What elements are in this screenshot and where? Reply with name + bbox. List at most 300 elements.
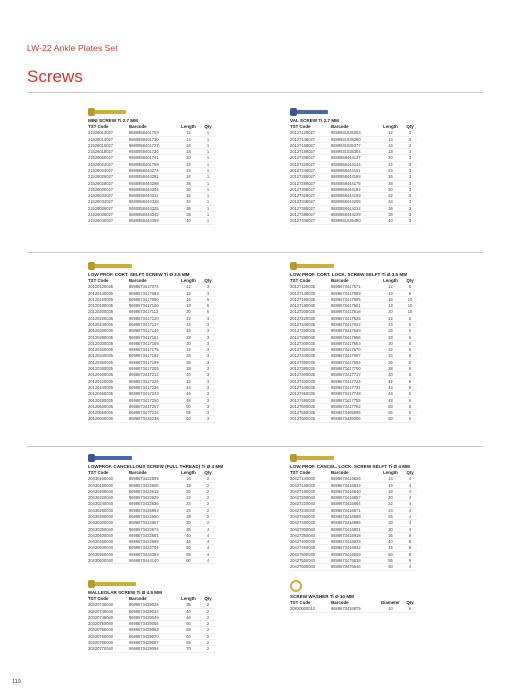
cell-barcode: 8698673422681	[129, 532, 176, 538]
cell-qty: 5	[403, 284, 417, 290]
col-header-barcode: Barcode	[129, 596, 147, 601]
cell-length: 12	[176, 284, 201, 290]
cell-barcode: 8698673417168	[129, 340, 176, 346]
cell-barcode: 8698673417687	[331, 353, 378, 359]
cortex-self-screw-block	[88, 262, 215, 423]
cell-barcode: 8698673416925	[331, 539, 378, 545]
cell-code: 20427140040	[290, 476, 331, 482]
cell-code: 20120550035	[88, 410, 129, 416]
cell-code: 20127348027	[290, 199, 331, 205]
cell-length: 18	[378, 149, 403, 155]
cell-code: 20120420035	[88, 378, 129, 384]
cell-qty: 2	[201, 608, 215, 614]
cell-barcode: 8698673417243	[129, 391, 176, 397]
cell-qty: 5	[403, 606, 417, 612]
cell-code: 20427300040	[290, 526, 331, 532]
cell-qty: 5	[403, 378, 417, 384]
cell-barcode: 8680858444175	[331, 180, 378, 186]
cell-qty: 5	[403, 384, 417, 390]
screw-image	[290, 454, 336, 462]
cell-barcode: 8698673422599	[129, 476, 176, 482]
cell-barcode: 8680858401734	[129, 149, 176, 155]
cell-code: 20127400035	[290, 372, 331, 378]
cell-length: 42	[176, 378, 201, 384]
cell-length: 10	[378, 606, 403, 612]
cell-qty: 3	[403, 180, 417, 186]
cell-qty: 3	[201, 284, 215, 290]
cell-qty: 3	[201, 416, 215, 422]
cell-length: 46	[176, 391, 201, 397]
cell-code: 20427280040	[290, 520, 331, 526]
cell-barcode: 8698673429056	[129, 621, 176, 627]
cell-barcode: 8698673417083	[129, 290, 176, 296]
cell-code: 20127140035	[290, 290, 331, 296]
cell-code: 20120240035	[88, 321, 129, 327]
cell-barcode: 8698673417076	[129, 284, 176, 290]
cell-length: 18	[176, 149, 201, 155]
cell-length: 18	[176, 482, 201, 488]
cell-code: 20120260035	[88, 328, 129, 334]
cell-length: 30	[378, 186, 403, 192]
cell-qty: 5	[403, 391, 417, 397]
val-screw-table	[290, 124, 417, 225]
cell-code: 20127360035	[290, 359, 331, 365]
cell-code: 20320770040	[88, 646, 129, 652]
cell-code: 21528022027	[88, 161, 129, 167]
val-screw-block	[290, 108, 417, 225]
cell-qty: 4	[403, 564, 417, 570]
cell-code: 20427220040	[290, 501, 331, 507]
cell-qty: 3	[403, 167, 417, 173]
cell-code: 20127300035	[290, 340, 331, 346]
cell-qty: 2	[201, 614, 215, 620]
cell-length: 34	[176, 199, 201, 205]
cell-qty: 4	[403, 501, 417, 507]
cell-barcode: 8698673417267	[129, 403, 176, 409]
cell-qty: 1	[201, 193, 215, 199]
cell-length: 16	[176, 476, 201, 482]
cell-qty: 1	[201, 161, 215, 167]
cell-barcode: 8698673417649	[331, 328, 378, 334]
table-title: LOW PROF. CORT. SELFT SCREW Ti Ø 3.5 MM	[88, 272, 190, 277]
cell-qty: 4	[201, 539, 215, 545]
cell-code: 20127280035	[290, 334, 331, 340]
cell-qty: 2	[201, 482, 215, 488]
cell-barcode: 8698673416833	[331, 482, 378, 488]
cell-qty: 1	[201, 186, 215, 192]
cell-code: 20127268027	[290, 174, 331, 180]
cell-code: 20127340035	[290, 353, 331, 359]
cell-code: 20427180040	[290, 488, 331, 494]
cell-length: 14	[176, 136, 201, 142]
cell-barcode: 8698673417700	[331, 366, 378, 372]
cell-code: 20427200040	[290, 495, 331, 501]
cell-code: 20120300035	[88, 340, 129, 346]
cell-length: 45	[176, 614, 201, 620]
cell-barcode: 8698673465895	[331, 410, 378, 416]
cell-code: 20127168027	[290, 142, 331, 148]
cell-length: 55	[176, 551, 201, 557]
cancel-lock-screw-table	[290, 470, 417, 571]
cortex-self-screw-table	[88, 278, 215, 423]
screw-image	[88, 454, 134, 462]
cell-length: 55	[378, 410, 403, 416]
cell-length: 22	[176, 495, 201, 501]
cell-code: 20120160035	[88, 296, 129, 302]
cell-qty: 6	[201, 309, 215, 315]
cell-length: 45	[378, 545, 403, 551]
cell-length: 22	[378, 315, 403, 321]
cell-length: 60	[176, 633, 201, 639]
cell-length: 60	[378, 564, 403, 570]
cell-barcode: 8680858444274	[129, 167, 176, 173]
cell-length: 60	[378, 416, 403, 422]
cell-barcode: 8680858444229	[331, 212, 378, 218]
cell-code: 20120360035	[88, 359, 129, 365]
cell-qty: 3	[403, 212, 417, 218]
cell-code: 21528040027	[88, 218, 129, 224]
cell-qty: 4	[201, 526, 215, 532]
cell-barcode: 8698673422612	[129, 488, 176, 494]
cancel-lock-screw-block	[290, 454, 417, 571]
cell-length: 40	[378, 539, 403, 545]
cell-code: 20120380035	[88, 366, 129, 372]
cell-qty: 3	[201, 366, 215, 372]
cell-qty: 5	[403, 328, 417, 334]
cell-length: 40	[176, 532, 201, 538]
cell-length: 48	[378, 397, 403, 403]
cell-qty: 3	[403, 142, 417, 148]
cell-length: 30	[378, 526, 403, 532]
cell-code: 20127160035	[290, 296, 331, 302]
cell-qty: 5	[403, 334, 417, 340]
cell-code: 20120280035	[88, 334, 129, 340]
cell-code: 20127220035	[290, 315, 331, 321]
col-header-length: Length	[181, 278, 196, 283]
cell-code: 20127128027	[290, 130, 331, 136]
cell-code: 20120600035	[88, 416, 129, 422]
cell-barcode: 8698673417137	[129, 321, 176, 327]
table-row	[88, 416, 215, 422]
cell-code: 21528012027	[88, 130, 129, 136]
cell-length: 44	[378, 384, 403, 390]
cell-length: 32	[378, 347, 403, 353]
cell-code: 20127260035	[290, 328, 331, 334]
col-header-code: TST Code	[290, 600, 311, 605]
col-header-qty: Qty	[204, 470, 212, 475]
screw-image	[88, 108, 128, 116]
cell-qty: 5	[403, 321, 417, 327]
cell-length: 22	[176, 315, 201, 321]
washer-block	[290, 580, 417, 613]
cell-length: 20	[378, 495, 403, 501]
cell-qty: 3	[201, 328, 215, 334]
cell-length: 32	[378, 193, 403, 199]
cell-qty: 5	[403, 290, 417, 296]
cell-length: 36	[176, 359, 201, 365]
cell-length: 70	[176, 646, 201, 652]
cell-code: 20127308027	[290, 186, 331, 192]
cell-qty: 10	[403, 303, 417, 309]
cell-code: 20430220040	[88, 495, 129, 501]
cell-qty: 3	[201, 353, 215, 359]
cell-barcode: 8698673417762	[331, 403, 378, 409]
cell-qty: 10	[403, 309, 417, 315]
cell-code: 20320760040	[88, 633, 129, 639]
cell-code: 20430450040	[88, 539, 129, 545]
cell-qty: 1	[201, 180, 215, 186]
cell-length: 24	[176, 501, 201, 507]
cell-barcode: 8698673416888	[331, 513, 378, 519]
cell-code: 20430180040	[88, 482, 129, 488]
cell-barcode: 8698673429025	[129, 602, 176, 608]
cell-barcode: 8698673416826	[331, 476, 378, 482]
cell-qty: 4	[403, 495, 417, 501]
cell-code: 20120400035	[88, 372, 129, 378]
col-header-length: Length	[383, 124, 398, 129]
cell-qty: 1	[201, 212, 215, 218]
cell-code: 20127188027	[290, 149, 331, 155]
cell-qty: 1	[201, 149, 215, 155]
cell-barcode: 8680858444311	[129, 193, 176, 199]
cell-length: 60	[176, 558, 201, 564]
cell-barcode: 8680858401741	[129, 155, 176, 161]
col-header-diameter: Diameter	[381, 600, 400, 605]
cell-qty: 5	[403, 340, 417, 346]
cell-barcode: 8698673417106	[129, 303, 176, 309]
cell-code: 20430280040	[88, 513, 129, 519]
cell-length: 28	[176, 334, 201, 340]
cell-length: 44	[176, 384, 201, 390]
cell-barcode: 8698673422605	[129, 482, 176, 488]
cell-length: 30	[176, 340, 201, 346]
cell-code: 20127320035	[290, 347, 331, 353]
cell-code: 20127228027	[290, 161, 331, 167]
screw-image	[290, 108, 330, 116]
col-header-length: Length	[181, 596, 196, 601]
cell-qty: 4	[403, 507, 417, 513]
cell-length: 55	[176, 627, 201, 633]
cell-qty: 2	[201, 627, 215, 633]
cell-barcode: 8680858444304	[129, 186, 176, 192]
cell-length: 24	[378, 321, 403, 327]
cell-barcode: 8698673417694	[331, 359, 378, 365]
cell-barcode: 8699931035360	[331, 136, 378, 142]
cell-code: 20427400040	[290, 539, 331, 545]
cell-length: 14	[176, 290, 201, 296]
cell-barcode: 8698673416864	[331, 501, 378, 507]
cell-qty: 8	[403, 545, 417, 551]
cell-code: 21528016027	[88, 142, 129, 148]
mini-screw-table	[88, 124, 215, 225]
cell-qty: 1	[201, 142, 215, 148]
cell-code: 20120440035	[88, 384, 129, 390]
cell-qty: 2	[201, 513, 215, 519]
col-header-code: TST Code	[290, 470, 311, 475]
cell-code: 20320755040	[88, 627, 129, 633]
cell-barcode: 8698673417175	[129, 347, 176, 353]
table-row	[290, 218, 417, 224]
cell-code: 20320735040	[88, 602, 129, 608]
col-header-code: TST Code	[88, 124, 109, 129]
cell-qty: 3	[201, 403, 215, 409]
screw-image	[88, 580, 138, 588]
cell-length: 28	[378, 180, 403, 186]
cell-code: 20120180035	[88, 303, 129, 309]
cell-length: 26	[378, 513, 403, 519]
cell-code: 21528020027	[88, 155, 129, 161]
cell-code: 20320745040	[88, 614, 129, 620]
cell-barcode: 8698673417199	[129, 359, 176, 365]
cell-barcode: 8698673417250	[129, 397, 176, 403]
cell-code: 20430260040	[88, 507, 129, 513]
divider	[27, 252, 483, 253]
cell-barcode: 8698673426993	[129, 507, 176, 513]
cell-code: 20427600040	[290, 564, 331, 570]
table-title: MINI SCREW Ti 2.7 MM	[88, 118, 138, 123]
cell-length: 55	[378, 558, 403, 564]
cell-barcode: 8698673417618	[331, 309, 378, 315]
cell-length: 50	[378, 403, 403, 409]
cell-code: 20430500040	[88, 545, 129, 551]
cell-code: 20127200035	[290, 309, 331, 315]
col-header-length: Length	[383, 278, 398, 283]
cell-length: 26	[176, 328, 201, 334]
cell-length: 50	[378, 551, 403, 557]
cell-code: 20427160040	[290, 482, 331, 488]
cell-barcode: 8680858444328	[129, 199, 176, 205]
cell-barcode: 8698673417625	[331, 315, 378, 321]
col-header-qty: Qty	[406, 278, 414, 283]
cell-barcode: 8698673426238	[129, 416, 176, 422]
cell-length: 36	[378, 359, 403, 365]
cell-qty: 3	[201, 321, 215, 327]
cell-qty: 3	[403, 130, 417, 136]
cell-qty: 5	[403, 359, 417, 365]
cell-qty: 10	[403, 296, 417, 302]
cell-length: 26	[176, 174, 201, 180]
cell-qty: 3	[403, 149, 417, 155]
cell-qty: 3	[201, 315, 215, 321]
cell-barcode: 8698673416857	[331, 495, 378, 501]
cell-qty: 3	[403, 218, 417, 224]
cell-qty: 3	[403, 155, 417, 161]
cell-length: 16	[176, 142, 201, 148]
cell-length: 16	[378, 296, 403, 302]
cell-code: 20320765040	[88, 639, 129, 645]
cell-qty: 1	[201, 174, 215, 180]
col-header-code: TST Code	[290, 124, 311, 129]
cell-code: 20120460035	[88, 391, 129, 397]
cell-qty: 4	[403, 482, 417, 488]
cell-qty: 1	[201, 130, 215, 136]
cell-length: 30	[176, 186, 201, 192]
cell-length: 20	[176, 488, 201, 494]
cell-length: 38	[378, 212, 403, 218]
cell-code: 20430160040	[88, 476, 129, 482]
cell-barcode: 8698673417236	[129, 384, 176, 390]
cell-code: 20127440035	[290, 384, 331, 390]
cell-qty: 3	[201, 391, 215, 397]
table-title: VAL SCREW Ti 2.7 MM	[290, 118, 340, 123]
table-title: MALLEOLAR SCREW Ti Ø 4.5 MM	[88, 590, 162, 595]
cell-length: 36	[378, 205, 403, 211]
cell-barcode: 8698673429032	[129, 608, 176, 614]
cell-qty: 3	[201, 340, 215, 346]
cell-qty: 3	[201, 372, 215, 378]
table-row	[290, 416, 417, 422]
cell-barcode: 8680858401758	[129, 161, 176, 167]
cell-code: 21528038027	[88, 212, 129, 218]
table-title: LOWPROF. CANCELLOUS SCREW (FULL THREAD) Ti Ø 4 MM	[88, 464, 224, 469]
cell-barcode: 8698673422698	[129, 539, 176, 545]
cell-code: 20320750040	[88, 621, 129, 627]
cell-barcode: 8698673416840	[331, 488, 378, 494]
cell-qty: 1	[201, 167, 215, 173]
cell-barcode: 8698673476639	[331, 558, 378, 564]
cell-length: 22	[378, 501, 403, 507]
cell-length: 38	[176, 366, 201, 372]
cell-code: 20127500035	[290, 403, 331, 409]
col-header-barcode: Barcode	[331, 278, 349, 283]
page-number: 119	[12, 679, 21, 685]
divider	[27, 446, 483, 447]
section-title: Screws	[27, 67, 83, 86]
cell-length: 35	[378, 532, 403, 538]
cell-length: 16	[176, 296, 201, 302]
cell-length: 30	[176, 520, 201, 526]
cell-length: 28	[176, 180, 201, 186]
cell-qty: 8	[403, 551, 417, 557]
cell-barcode: 8699931035490	[331, 218, 378, 224]
cell-code: 20120480035	[88, 397, 129, 403]
cell-code: 20127480035	[290, 397, 331, 403]
cell-length: 36	[176, 205, 201, 211]
cell-length: 28	[378, 520, 403, 526]
cell-qty: 3	[201, 410, 215, 416]
cell-code: 21528036027	[88, 205, 129, 211]
cell-qty: 3	[201, 378, 215, 384]
cell-qty: 2	[201, 639, 215, 645]
cell-barcode: 8698673422674	[129, 526, 176, 532]
cell-barcode: 8698673416932	[331, 545, 378, 551]
cell-qty: 1	[201, 199, 215, 205]
cell-code: 20427550040	[290, 558, 331, 564]
cell-barcode: 8698673417656	[331, 334, 378, 340]
cell-length: 18	[378, 303, 403, 309]
cell-barcode: 8680858444182	[331, 186, 378, 192]
cell-barcode: 8698673434875	[331, 606, 378, 612]
cell-qty: 4	[403, 520, 417, 526]
cell-qty: 2	[201, 495, 215, 501]
cell-length: 32	[176, 193, 201, 199]
cell-length: 12	[378, 284, 403, 290]
cell-qty: 5	[403, 397, 417, 403]
cell-barcode: 8680858444144	[331, 161, 378, 167]
cell-qty: 5	[403, 403, 417, 409]
cell-qty: 4	[403, 526, 417, 532]
cell-length: 35	[176, 526, 201, 532]
cell-length: 26	[378, 328, 403, 334]
cell-barcode: 8698673417182	[129, 353, 176, 359]
cell-length: 22	[378, 161, 403, 167]
col-header-qty: Qty	[406, 470, 414, 475]
cell-length: 34	[378, 353, 403, 359]
cell-barcode: 8698673416918	[331, 532, 378, 538]
cell-length: 26	[378, 174, 403, 180]
col-header-qty: Qty	[406, 124, 414, 129]
cell-barcode: 8680858401710	[129, 136, 176, 142]
